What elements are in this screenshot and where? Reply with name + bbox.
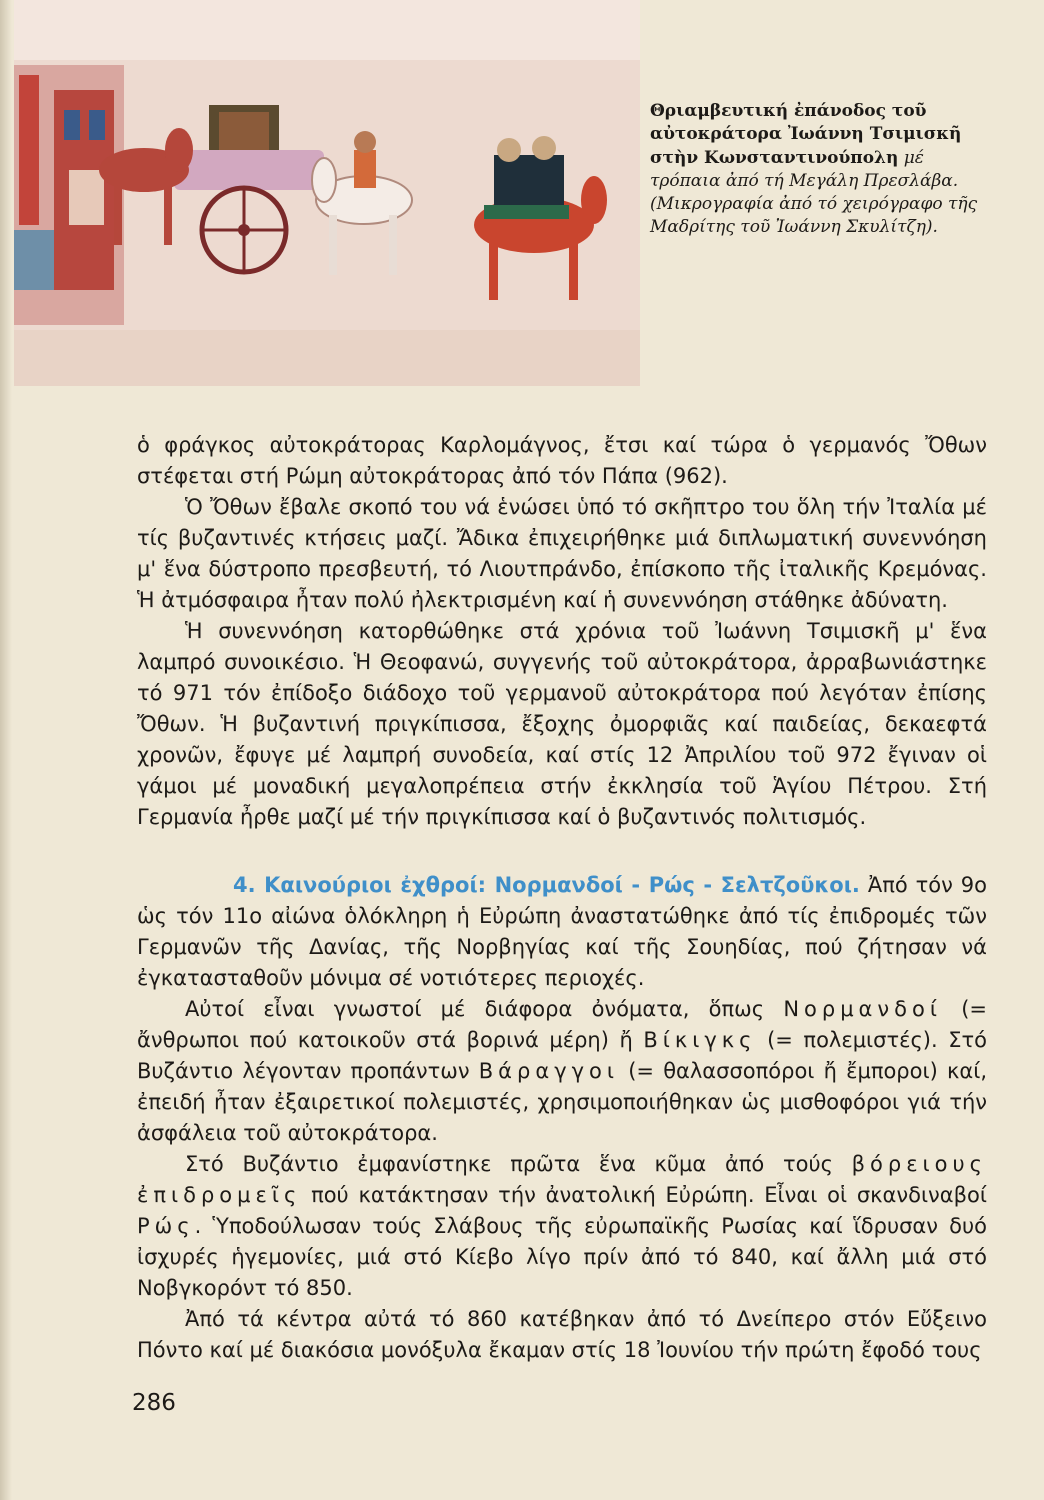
caption-description: μέ τρόπαια ἀπό τή Μεγάλη Πρεσλάβα. (Μικρογραφία ἀπό τό χειρόγραφο τῆς Μαδρίτης τοῦ Ἰωάννη Σκυλίτζη). [650,147,978,238]
section-paragraph [137,870,987,994]
paragraph-otto: Ὁ Ὄθων ἔβαλε σκοπό του νά ἑνώσει ὑπό τό σκῆπτρο του ὅλη τήν Ἰταλία μέ τίς βυζαντινές κτήσεις μαζί. Ἄδικα ἐπιχειρήθηκε μιά διπλωματική συνεννόηση μ' ἕνα δύστροπο πρεσβευτή, τό Λιουτπράνδο, ἐπίσκοπο τῆς ἰταλικῆς Κρεμόνας. Ἡ ἀτμόσφαιρα ἦταν πολύ ἠλεκτρισμένη καί ἡ συνεννόηση στάθηκε ἀδύνατη. [137,495,987,612]
manuscript-miniature-image [14,0,640,386]
text-run: Αὐτοί εἶναι γνωστοί μέ διάφορα ὀνόματα, ὅπως [185,997,765,1021]
caption-title: Θριαμβευτική ἐπάνοδος τοῦ αὐτοκράτορα Ἰωάννη Τσιμισκῆ στὴν Κωνσταντινούπολη [650,101,962,168]
paragraph-rus [137,1149,987,1304]
term-vikings: Βίκιγκς [643,1028,757,1052]
term-raiders: ἐπιδρομεῖς [137,1183,302,1207]
text-run: (= πολεμιστές). Στό Βυζάντιο λέγονταν προπάντων [137,1028,987,1083]
body-text [137,430,987,1366]
paragraph-names [137,994,987,1149]
paragraph-invasions: Ἀπό τόν 9ο ὡς τόν 11ο αἰώνα ὁλόκληρη ἡ Εὐρώπη ἀναστατώθηκε ἀπό τίς ἐπιδρομές τῶν Γερμανῶν τῆς Δανίας, τῆς Νορβηγίας καί τῆς Σουηδίας, πού ζήτησαν νά ἐγκατασταθοῦν μόνιμα σέ νοτιότερες περιοχές. [137,873,987,990]
term-northern: βόρειους [851,1152,987,1176]
term-varangians: Βάραγγοι [478,1059,619,1083]
page-number: 286 [132,1390,176,1416]
figure-caption [650,100,990,240]
term-normans: Νορμανδοί [783,997,942,1021]
text-run: (= θαλασσοπόροι ἤ ἔμποροι) καί, ἐπειδή ἦταν ἐξαιρετικοί πολεμιστές, χρησιμοποιήθηκαν ὡς μισθοφόροι γιά τήν ἀσφάλεια τοῦ αὐτοκράτορα. [137,1059,987,1145]
text-run: πού κατάκτησαν τήν ἀνατολική Εὐρώπη. Εἶναι οἱ σκανδιναβοί [311,1183,987,1207]
paragraph-theophano: Ἡ συνεννόηση κατορθώθηκε στά χρόνια τοῦ Ἰωάννη Τσιμισκῆ μ' ἕνα λαμπρό συνοικέσιο. Ἡ Θεοφανώ, συγγενής τοῦ αὐτοκράτορα, ἀρραβωνιάστηκε τό 971 τόν ἐπίδοξο διάδοχο τοῦ γερμανοῦ αὐτοκράτορα πού λεγόταν ἐπίσης Ὄθων. Ἡ βυζαντινή πριγκίπισσα, ἔξοχης ὀμορφιᾶς καί παιδείας, δεκαεφτά χρονῶν, ἔφυγε μέ λαμπρή συνοδεία, καί στίς 12 Ἀπριλίου τοῦ 972 ἔγιναν οἱ γάμοι μέ μοναδική μεγαλοπρέπεια στήν ἐκκλησία τοῦ Ἁγίου Πέτρου. Στή Γερμανία ἦρθε μαζί μέ τήν πριγκίπισσα καί ὁ βυζαντινός πολιτισμός. [137,619,987,829]
section-heading: 4. Καινούριοι ἐχθροί: Νορμανδοί - Ρώς - Σελτζοῦκοι. [233,873,860,897]
text-run: Στό Βυζάντιο ἐμφανίστηκε πρῶτα ἕνα κῦμα ἀπό τούς [185,1152,833,1176]
term-rus: Ρώς [137,1214,195,1238]
miniature-illustration [14,0,640,386]
page-edge [0,0,12,1500]
text-run: (= ἄνθρωποι πού κατοικοῦν στά βορινά μέρη) ἤ [137,997,987,1052]
paragraph-continuation: ὁ φράγκος αὐτοκράτορας Καρλομάγνος, ἔτσι καί τώρα ὁ γερμανός Ὄθων στέφεται στή Ρώμη αὐτοκράτορας ἀπό τόν Πάπα (962). [137,433,987,488]
text-run: . Ὑποδούλωσαν τούς Σλάβους τῆς εὐρωπαϊκῆς Ρωσίας καί ἵδρυσαν δυό ἰσχυρές ἡγεμονίες, μιά στό Κίεβο λίγο πρίν ἀπό τό 840, καί ἄλλη μιά στό Νοβγκορόντ τό 850. [137,1214,987,1300]
paragraph-raid: Ἀπό τά κέντρα αὐτά τό 860 κατέβηκαν ἀπό τό Δνείπερο στόν Εὔξεινο Πόντο καί μέ διακόσια μονόξυλα ἔκαμαν στίς 18 Ἰουνίου τήν πρώτη ἔφοδό τους [137,1307,987,1362]
